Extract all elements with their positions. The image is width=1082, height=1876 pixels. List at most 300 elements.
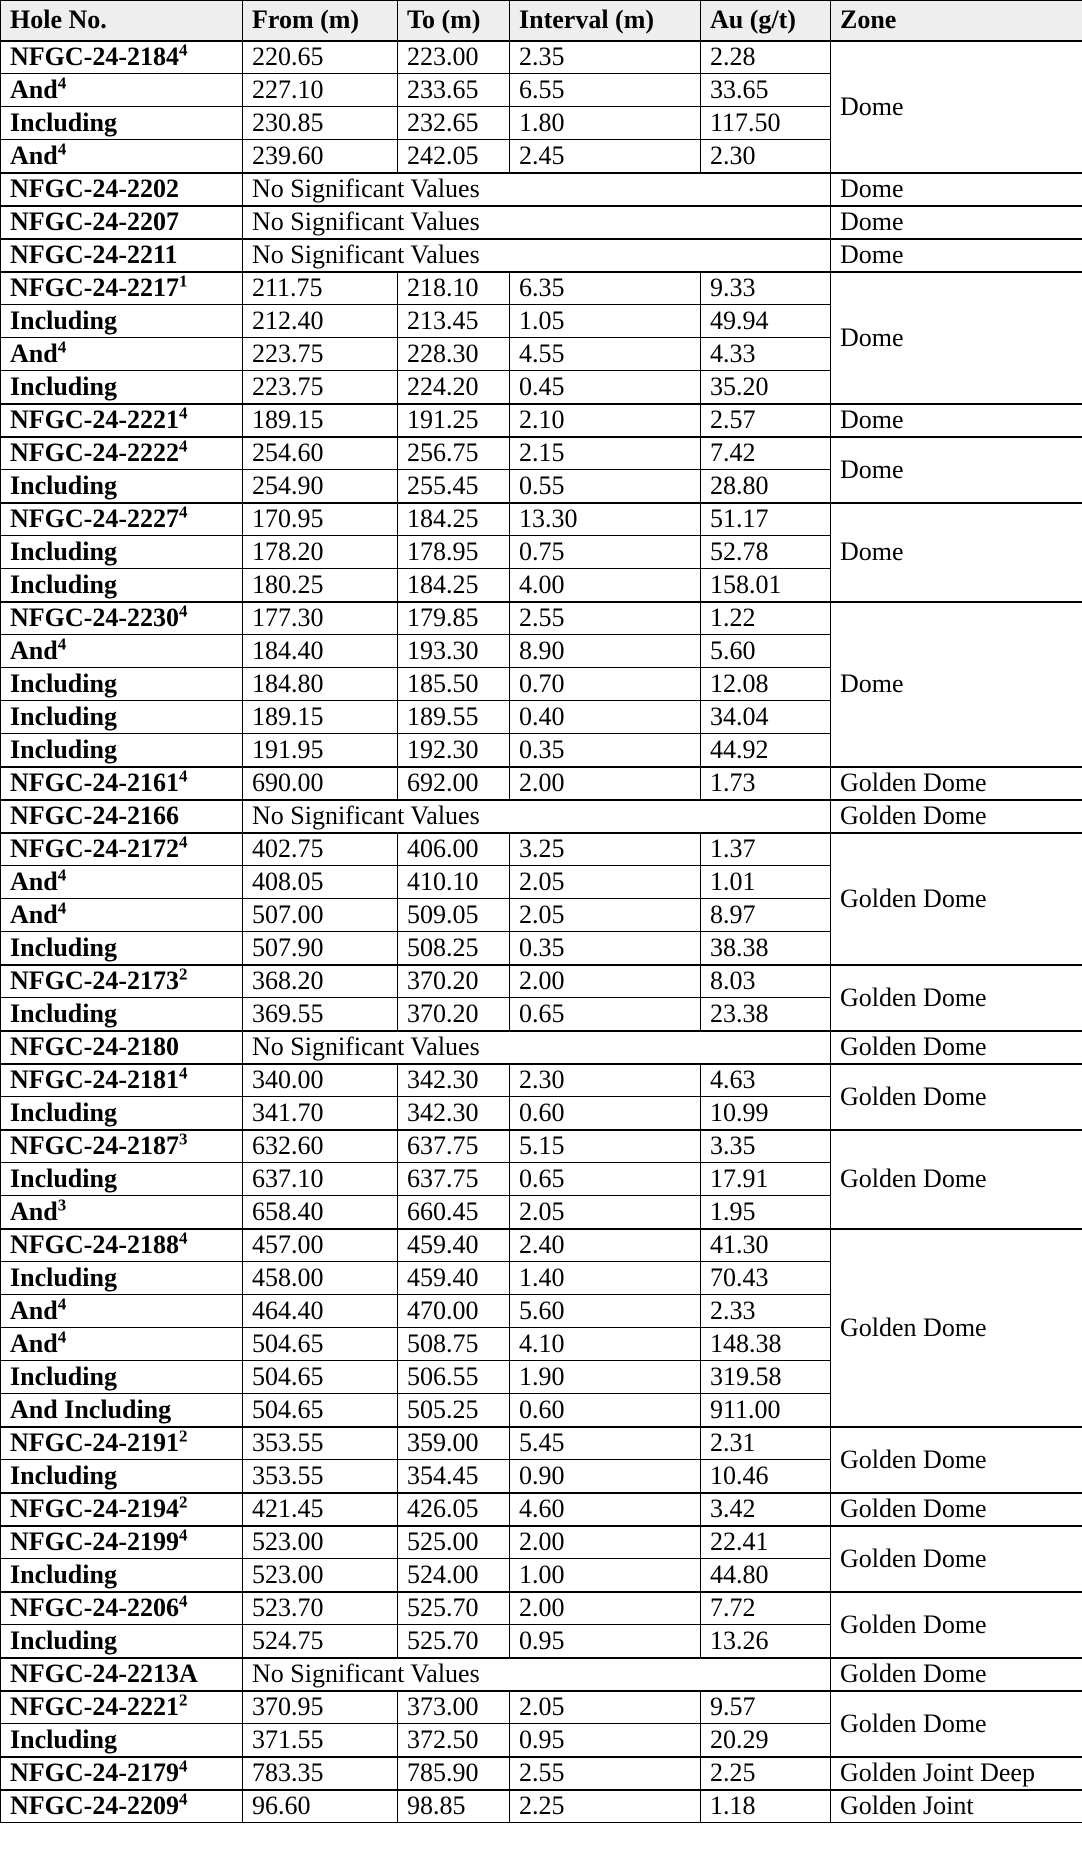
from-cell: 464.40 [243, 1295, 398, 1328]
from-cell: 96.60 [243, 1790, 398, 1823]
table-row [1, 1757, 1082, 1790]
table-row [1, 173, 1082, 206]
hole-id-cell: NFGC-24-2209$^4$ [1, 1790, 243, 1823]
qualifier-cell: Including [1, 1724, 243, 1757]
interval-cell: 0.35 [510, 734, 701, 767]
table-row [1, 965, 1082, 998]
from-cell: 177.30 [243, 602, 398, 635]
from-cell: 180.25 [243, 569, 398, 602]
au-cell: 117.50 [701, 107, 831, 140]
hole-id-cell: NFGC-24-2221$^4$ [1, 404, 243, 437]
from-cell: 353.55 [243, 1460, 398, 1493]
from-cell: 523.00 [243, 1526, 398, 1559]
table-row [1, 404, 1082, 437]
interval-cell: 4.55 [510, 338, 701, 371]
qualifier-cell: Including [1, 701, 243, 734]
qualifier-cell: And$^4$ [1, 338, 243, 371]
column-header-interval: Interval (m) [510, 1, 701, 41]
zone-cell: Dome [831, 404, 1082, 437]
to-cell: 505.25 [398, 1394, 510, 1427]
from-cell: 783.35 [243, 1757, 398, 1790]
to-cell: 179.85 [398, 602, 510, 635]
from-cell: 523.70 [243, 1592, 398, 1625]
au-cell: 10.99 [701, 1097, 831, 1130]
au-cell: 10.46 [701, 1460, 831, 1493]
interval-cell: 2.05 [510, 1196, 701, 1229]
hole-id-cell: NFGC-24-2202 [1, 173, 243, 206]
table-row [1, 1493, 1082, 1526]
interval-cell: 0.60 [510, 1394, 701, 1427]
interval-cell: 0.90 [510, 1460, 701, 1493]
au-cell: 319.58 [701, 1361, 831, 1394]
to-cell: 525.70 [398, 1625, 510, 1658]
hole-id-cell: NFGC-24-2207 [1, 206, 243, 239]
interval-cell: 2.25 [510, 1790, 701, 1823]
zone-cell: Golden Dome [831, 1658, 1082, 1691]
interval-cell: 2.45 [510, 140, 701, 173]
interval-cell: 2.05 [510, 899, 701, 932]
zone-cell: Golden Dome [831, 965, 1082, 1031]
zone-cell: Golden Dome [831, 1229, 1082, 1427]
to-cell: 189.55 [398, 701, 510, 734]
interval-cell: 5.45 [510, 1427, 701, 1460]
from-cell: 524.75 [243, 1625, 398, 1658]
interval-cell: 1.90 [510, 1361, 701, 1394]
au-cell: 38.38 [701, 932, 831, 965]
to-cell: 637.75 [398, 1130, 510, 1163]
au-cell: 9.33 [701, 272, 831, 305]
footnote-superscript: 4 [57, 337, 67, 357]
au-cell: 33.65 [701, 74, 831, 107]
footnote-superscript: 4 [178, 403, 188, 423]
to-cell: 359.00 [398, 1427, 510, 1460]
hole-id-cell: NFGC-24-2173$^2$ [1, 965, 243, 998]
footnote-superscript: 4 [57, 1294, 67, 1314]
interval-cell: 2.15 [510, 437, 701, 470]
qualifier-cell: Including [1, 371, 243, 404]
to-cell: 185.50 [398, 668, 510, 701]
footnote-superscript: 4 [57, 73, 67, 93]
from-cell: 458.00 [243, 1262, 398, 1295]
from-cell: 507.90 [243, 932, 398, 965]
to-cell: 342.30 [398, 1064, 510, 1097]
table-row [1, 800, 1082, 833]
interval-cell: 4.00 [510, 569, 701, 602]
footnote-superscript: 4 [178, 1228, 188, 1248]
hole-id-cell: NFGC-24-2217$^1$ [1, 272, 243, 305]
to-cell: 660.45 [398, 1196, 510, 1229]
zone-cell: Golden Dome [831, 1691, 1082, 1757]
interval-cell: 0.55 [510, 470, 701, 503]
from-cell: 368.20 [243, 965, 398, 998]
table-row [1, 1790, 1082, 1823]
to-cell: 193.30 [398, 635, 510, 668]
hole-id-cell: NFGC-24-2191$^2$ [1, 1427, 243, 1460]
au-cell: 49.94 [701, 305, 831, 338]
from-cell: 504.65 [243, 1328, 398, 1361]
qualifier-cell: Including [1, 932, 243, 965]
table-row [1, 1427, 1082, 1460]
from-cell: 341.70 [243, 1097, 398, 1130]
table-row [1, 1658, 1082, 1691]
au-cell: 7.72 [701, 1592, 831, 1625]
to-cell: 509.05 [398, 899, 510, 932]
hole-id-cell: NFGC-24-2199$^4$ [1, 1526, 243, 1559]
table-row [1, 1526, 1082, 1559]
interval-cell: 2.00 [510, 767, 701, 800]
from-cell: 239.60 [243, 140, 398, 173]
qualifier-cell: Including [1, 1097, 243, 1130]
zone-cell: Dome [831, 272, 1082, 404]
no-significant-values-cell: No Significant Values [243, 206, 831, 239]
au-cell: 1.37 [701, 833, 831, 866]
from-cell: 402.75 [243, 833, 398, 866]
au-cell: 2.33 [701, 1295, 831, 1328]
no-significant-values-cell: No Significant Values [243, 239, 831, 272]
footnote-superscript: 4 [178, 1063, 188, 1083]
au-cell: 2.57 [701, 404, 831, 437]
table-row [1, 272, 1082, 305]
au-cell: 34.04 [701, 701, 831, 734]
zone-cell: Golden Dome [831, 1592, 1082, 1658]
qualifier-cell: Including [1, 668, 243, 701]
au-cell: 17.91 [701, 1163, 831, 1196]
au-cell: 41.30 [701, 1229, 831, 1262]
au-cell: 2.31 [701, 1427, 831, 1460]
au-cell: 3.35 [701, 1130, 831, 1163]
to-cell: 470.00 [398, 1295, 510, 1328]
column-header-au: Au (g/t) [701, 1, 831, 41]
table-row [1, 1691, 1082, 1724]
footnote-superscript: 3 [57, 1195, 67, 1215]
to-cell: 192.30 [398, 734, 510, 767]
interval-cell: 0.95 [510, 1724, 701, 1757]
au-cell: 1.22 [701, 602, 831, 635]
zone-cell: Golden Joint [831, 1790, 1082, 1823]
from-cell: 523.00 [243, 1559, 398, 1592]
footnote-superscript: 2 [178, 964, 188, 984]
interval-cell: 0.65 [510, 1163, 701, 1196]
from-cell: 457.00 [243, 1229, 398, 1262]
interval-cell: 1.00 [510, 1559, 701, 1592]
to-cell: 785.90 [398, 1757, 510, 1790]
qualifier-cell: Including [1, 569, 243, 602]
from-cell: 189.15 [243, 701, 398, 734]
interval-cell: 0.65 [510, 998, 701, 1031]
au-cell: 28.80 [701, 470, 831, 503]
au-cell: 9.57 [701, 1691, 831, 1724]
footnote-superscript: 4 [178, 502, 188, 522]
interval-cell: 0.60 [510, 1097, 701, 1130]
au-cell: 23.38 [701, 998, 831, 1031]
footnote-superscript: 4 [57, 139, 67, 159]
zone-cell: Golden Dome [831, 1064, 1082, 1130]
to-cell: 525.00 [398, 1526, 510, 1559]
au-cell: 158.01 [701, 569, 831, 602]
from-cell: 370.95 [243, 1691, 398, 1724]
interval-cell: 2.35 [510, 41, 701, 74]
no-significant-values-cell: No Significant Values [243, 1658, 831, 1691]
interval-cell: 0.35 [510, 932, 701, 965]
au-cell: 2.25 [701, 1757, 831, 1790]
to-cell: 255.45 [398, 470, 510, 503]
qualifier-cell: Including [1, 734, 243, 767]
from-cell: 220.65 [243, 41, 398, 74]
from-cell: 230.85 [243, 107, 398, 140]
to-cell: 372.50 [398, 1724, 510, 1757]
from-cell: 353.55 [243, 1427, 398, 1460]
footnote-superscript: 4 [57, 865, 67, 885]
qualifier-cell: And$^4$ [1, 866, 243, 899]
column-header-from: From (m) [243, 1, 398, 41]
interval-cell: 6.35 [510, 272, 701, 305]
interval-cell: 2.00 [510, 965, 701, 998]
to-cell: 232.65 [398, 107, 510, 140]
footnote-superscript: 4 [57, 1327, 67, 1347]
au-cell: 2.28 [701, 41, 831, 74]
hole-id-cell: NFGC-24-2187$^3$ [1, 1130, 243, 1163]
footnote-superscript: 4 [178, 766, 188, 786]
hole-id-cell: NFGC-24-2166 [1, 800, 243, 833]
qualifier-cell: Including [1, 536, 243, 569]
to-cell: 524.00 [398, 1559, 510, 1592]
au-cell: 1.73 [701, 767, 831, 800]
zone-cell: Dome [831, 239, 1082, 272]
qualifier-cell: Including [1, 107, 243, 140]
zone-cell: Golden Dome [831, 800, 1082, 833]
zone-cell: Dome [831, 206, 1082, 239]
qualifier-cell: Including [1, 1163, 243, 1196]
hole-id-cell: NFGC-24-2179$^4$ [1, 1757, 243, 1790]
footnote-superscript: 4 [178, 1591, 188, 1611]
from-cell: 223.75 [243, 371, 398, 404]
from-cell: 254.90 [243, 470, 398, 503]
no-significant-values-cell: No Significant Values [243, 1031, 831, 1064]
from-cell: 212.40 [243, 305, 398, 338]
interval-cell: 1.05 [510, 305, 701, 338]
hole-id-cell: NFGC-24-2172$^4$ [1, 833, 243, 866]
to-cell: 508.75 [398, 1328, 510, 1361]
to-cell: 223.00 [398, 41, 510, 74]
from-cell: 504.65 [243, 1361, 398, 1394]
footnote-superscript: 4 [178, 601, 188, 621]
to-cell: 98.85 [398, 1790, 510, 1823]
au-cell: 4.63 [701, 1064, 831, 1097]
from-cell: 408.05 [243, 866, 398, 899]
interval-cell: 2.55 [510, 602, 701, 635]
interval-cell: 0.95 [510, 1625, 701, 1658]
qualifier-cell: Including [1, 1262, 243, 1295]
hole-id-cell: NFGC-24-2184$^4$ [1, 41, 243, 74]
interval-cell: 3.25 [510, 833, 701, 866]
qualifier-cell: And$^4$ [1, 74, 243, 107]
hole-id-cell: NFGC-24-2222$^4$ [1, 437, 243, 470]
footnote-superscript: 2 [178, 1426, 188, 1446]
zone-cell: Golden Dome [831, 1493, 1082, 1526]
to-cell: 373.00 [398, 1691, 510, 1724]
table-row [1, 602, 1082, 635]
au-cell: 52.78 [701, 536, 831, 569]
zone-cell: Golden Dome [831, 767, 1082, 800]
to-cell: 184.25 [398, 569, 510, 602]
from-cell: 690.00 [243, 767, 398, 800]
au-cell: 4.33 [701, 338, 831, 371]
from-cell: 223.75 [243, 338, 398, 371]
footnote-superscript: 4 [178, 1756, 188, 1776]
interval-cell: 6.55 [510, 74, 701, 107]
hole-id-cell: NFGC-24-2194$^2$ [1, 1493, 243, 1526]
footnote-superscript: 1 [178, 271, 188, 291]
interval-cell: 1.40 [510, 1262, 701, 1295]
qualifier-cell: Including [1, 305, 243, 338]
to-cell: 459.40 [398, 1229, 510, 1262]
au-cell: 51.17 [701, 503, 831, 536]
footnote-superscript: 2 [178, 1690, 188, 1710]
to-cell: 224.20 [398, 371, 510, 404]
hole-id-cell: NFGC-24-2181$^4$ [1, 1064, 243, 1097]
to-cell: 256.75 [398, 437, 510, 470]
to-cell: 233.65 [398, 74, 510, 107]
hole-id-cell: NFGC-24-2213A [1, 1658, 243, 1691]
qualifier-cell: Including [1, 1361, 243, 1394]
qualifier-cell: Including [1, 1559, 243, 1592]
interval-cell: 8.90 [510, 635, 701, 668]
hole-id-cell: NFGC-24-2227$^4$ [1, 503, 243, 536]
to-cell: 692.00 [398, 767, 510, 800]
zone-cell: Golden Dome [831, 833, 1082, 965]
zone-cell: Golden Dome [831, 1526, 1082, 1592]
footnote-superscript: 4 [178, 1525, 188, 1545]
zone-cell: Dome [831, 41, 1082, 173]
footnote-superscript: 4 [178, 40, 188, 60]
from-cell: 170.95 [243, 503, 398, 536]
from-cell: 227.10 [243, 74, 398, 107]
au-cell: 2.30 [701, 140, 831, 173]
column-header-hole-no: Hole No. [1, 1, 243, 41]
au-cell: 911.00 [701, 1394, 831, 1427]
interval-cell: 4.60 [510, 1493, 701, 1526]
zone-cell: Golden Dome [831, 1427, 1082, 1493]
zone-cell: Dome [831, 602, 1082, 767]
footnote-superscript: 2 [178, 1492, 188, 1512]
to-cell: 342.30 [398, 1097, 510, 1130]
table-row [1, 1130, 1082, 1163]
footnote-superscript: 3 [178, 1129, 188, 1149]
to-cell: 459.40 [398, 1262, 510, 1295]
qualifier-cell: And$^3$ [1, 1196, 243, 1229]
hole-id-cell: NFGC-24-2230$^4$ [1, 602, 243, 635]
interval-cell: 2.05 [510, 1691, 701, 1724]
from-cell: 178.20 [243, 536, 398, 569]
to-cell: 410.10 [398, 866, 510, 899]
from-cell: 184.40 [243, 635, 398, 668]
interval-cell: 2.10 [510, 404, 701, 437]
table-row [1, 239, 1082, 272]
qualifier-cell: And$^4$ [1, 635, 243, 668]
from-cell: 189.15 [243, 404, 398, 437]
to-cell: 178.95 [398, 536, 510, 569]
interval-cell: 5.15 [510, 1130, 701, 1163]
qualifier-cell: Including [1, 1460, 243, 1493]
from-cell: 504.65 [243, 1394, 398, 1427]
hole-id-cell: NFGC-24-2206$^4$ [1, 1592, 243, 1625]
hole-id-cell: NFGC-24-2180 [1, 1031, 243, 1064]
from-cell: 184.80 [243, 668, 398, 701]
zone-cell: Dome [831, 437, 1082, 503]
table-row [1, 767, 1082, 800]
au-cell: 7.42 [701, 437, 831, 470]
from-cell: 211.75 [243, 272, 398, 305]
from-cell: 254.60 [243, 437, 398, 470]
footnote-superscript: 4 [178, 832, 188, 852]
interval-cell: 2.00 [510, 1592, 701, 1625]
au-cell: 22.41 [701, 1526, 831, 1559]
header-row [1, 1, 1082, 41]
au-cell: 1.18 [701, 1790, 831, 1823]
interval-cell: 2.00 [510, 1526, 701, 1559]
hole-id-cell: NFGC-24-2161$^4$ [1, 767, 243, 800]
table-row [1, 503, 1082, 536]
table-row [1, 41, 1082, 74]
assay-table-body [1, 41, 1082, 1823]
interval-cell: 13.30 [510, 503, 701, 536]
au-cell: 44.92 [701, 734, 831, 767]
hole-id-cell: NFGC-24-2211 [1, 239, 243, 272]
from-cell: 637.10 [243, 1163, 398, 1196]
to-cell: 370.20 [398, 965, 510, 998]
to-cell: 525.70 [398, 1592, 510, 1625]
to-cell: 370.20 [398, 998, 510, 1031]
hole-id-cell: NFGC-24-2188$^4$ [1, 1229, 243, 1262]
column-header-to: To (m) [398, 1, 510, 41]
interval-cell: 2.30 [510, 1064, 701, 1097]
interval-cell: 0.45 [510, 371, 701, 404]
au-cell: 1.01 [701, 866, 831, 899]
from-cell: 632.60 [243, 1130, 398, 1163]
footnote-superscript: 4 [178, 436, 188, 456]
footnote-superscript: 4 [57, 898, 67, 918]
to-cell: 213.45 [398, 305, 510, 338]
qualifier-cell: And$^4$ [1, 140, 243, 173]
interval-cell: 0.75 [510, 536, 701, 569]
interval-cell: 5.60 [510, 1295, 701, 1328]
to-cell: 406.00 [398, 833, 510, 866]
to-cell: 218.10 [398, 272, 510, 305]
zone-cell: Golden Dome [831, 1130, 1082, 1229]
qualifier-cell: And Including [1, 1394, 243, 1427]
qualifier-cell: And$^4$ [1, 1328, 243, 1361]
zone-cell: Golden Dome [831, 1031, 1082, 1064]
table-row [1, 1592, 1082, 1625]
to-cell: 506.55 [398, 1361, 510, 1394]
to-cell: 184.25 [398, 503, 510, 536]
au-cell: 1.95 [701, 1196, 831, 1229]
qualifier-cell: And$^4$ [1, 1295, 243, 1328]
zone-cell: Dome [831, 503, 1082, 602]
au-cell: 8.03 [701, 965, 831, 998]
to-cell: 508.25 [398, 932, 510, 965]
from-cell: 191.95 [243, 734, 398, 767]
to-cell: 191.25 [398, 404, 510, 437]
interval-cell: 1.80 [510, 107, 701, 140]
zone-cell: Golden Joint Deep [831, 1757, 1082, 1790]
hole-id-cell: NFGC-24-2221$^2$ [1, 1691, 243, 1724]
from-cell: 371.55 [243, 1724, 398, 1757]
to-cell: 242.05 [398, 140, 510, 173]
no-significant-values-cell: No Significant Values [243, 173, 831, 206]
interval-cell: 0.70 [510, 668, 701, 701]
to-cell: 426.05 [398, 1493, 510, 1526]
